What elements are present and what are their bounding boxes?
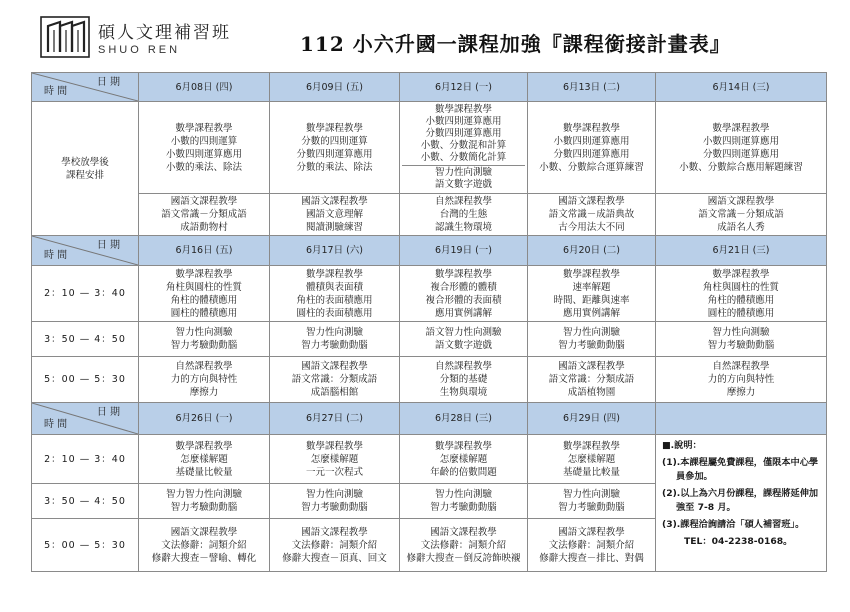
time-slot: 2：10 — 3：40 [32,435,139,484]
date-header: 6月09日 (五) [270,73,400,102]
lesson-cell: 數學課程教學 小數四則運算應用 分數四則運算應用 小數、分數綜合應用解題練習 [656,102,827,194]
lesson-cell: 數學課程教學 小數的四則運算 小數四則運算應用 小數的乘法、除法 [139,102,270,194]
date-header: 6月27日 (二) [270,403,400,435]
header-time-label: 時 間 [44,250,68,261]
week2-slot1-row [32,266,827,322]
date-header: 6月13日 (二) [528,73,656,102]
lesson-cell: 國語文課程教學 語文常識－成語典故 古今用法大不同 [528,194,656,236]
date-header: 6月08日 (四) [139,73,270,102]
lesson-cell: 數學課程教學 分數的四則運算 分數四則運算應用 分數的乘法、除法 [270,102,400,194]
lesson-cell: 國語文課程教學 國語文意理解 閱讀測驗練習 [270,194,400,236]
header-time-label: 時 間 [44,86,68,97]
lesson-cell: 自然課程教學 分類的基礎 生物與環境 [400,357,528,403]
lesson-cell: 數學課程教學 速率解題 時間、距離與速率 應用實例講解 [528,266,656,322]
header-corner [32,403,139,435]
lesson-cell: 國語文課程教學 文法修辭：詞類介紹 修辭大搜查－倒反誇飾映襯 [400,519,528,572]
week2-slot3-row [32,357,827,403]
date-header-empty [656,403,827,435]
header-date-label: 日 期 [96,407,120,418]
lesson-cell: 智力性向測驗 智力考驗動動腦 [528,484,656,519]
lesson-cell: 自然課程教學 力的方向與特性 摩擦力 [656,357,827,403]
lesson-cell: 自然課程教學 力的方向與特性 摩擦力 [139,357,270,403]
date-header: 6月21日 (三) [656,236,827,266]
time-slot: 3：50 — 4：50 [32,322,139,357]
time-slot: 5：00 — 5：30 [32,357,139,403]
lesson-cell: 數學課程教學 怎麼樣解題 一元一次程式 [270,435,400,484]
week1-math-row [32,102,827,194]
lesson-cell: 數學課程教學 小數四則運算應用 分數四則運算應用 小數、分數混和計算 小數、分數簡化計算 智力性向測驗 語文數字遊戲 [400,102,528,194]
lesson-cell: 數學課程教學 體積與表面積 角柱的表面積應用 圓柱的表面積應用 [270,266,400,322]
week2-header-row [32,236,827,266]
lesson-cell: 智力智力性向測驗 智力考驗動動腦 [139,484,270,519]
logo-icon [40,16,90,58]
week2-slot2-row [32,322,827,357]
header-corner [32,236,139,266]
notes-item: (1).本課程屬免費課程，僅限本中心學員參加。 [662,457,819,482]
time-slot: 2：10 — 3：40 [32,266,139,322]
notes-phone: TEL：04-2238-0168。 [684,536,793,547]
page-title: 112 小六升國一課程加強『課程銜接計畫表』 [300,32,731,56]
schedule-table [31,72,827,572]
time-slot: 3：50 — 4：50 [32,484,139,519]
page-header [0,0,850,72]
week1-header-row [32,73,827,102]
notes-title: ■.說明： [662,440,702,451]
lesson-cell: 智力性向測驗 智力考驗動動腦 [270,484,400,519]
lesson-cell: 國語文課程教學 文法修辭：詞類介紹 修辭大搜查－排比、對偶 [528,519,656,572]
lesson-cell: 數學課程教學 角柱與圓柱的性質 角柱的體積應用 圓柱的體積應用 [139,266,270,322]
date-header: 6月19日 (一) [400,236,528,266]
lesson-cell: 數學課程教學 怎麼樣解題 年齡的倍數問題 [400,435,528,484]
lesson-cell: 國語文課程教學 文法修辭：詞類介紹 修辭大搜查－譬喻、轉化 [139,519,270,572]
date-header: 6月20日 (二) [528,236,656,266]
header-date-label: 日 期 [96,240,120,251]
lesson-cell: 國語文課程教學 語文常識：分類成語 成語植物園 [528,357,656,403]
date-header: 6月28日 (三) [400,403,528,435]
week3-slot1-row [32,435,827,484]
time-slot: 5：00 — 5：30 [32,519,139,572]
date-header: 6月26日 (一) [139,403,270,435]
lesson-cell: 國語文課程教學 文法修辭：詞類介紹 修辭大搜查－頂真、回文 [270,519,400,572]
week3-header-row [32,403,827,435]
lesson-cell: 國語文課程教學 語文常識：分類成語 成語腦相館 [270,357,400,403]
lesson-cell: 數學課程教學 複合形體的體積 複合形體的表面積 應用實例講解 [400,266,528,322]
lesson-cell: 國語文課程教學 語文常識－分類成語 成語動物村 [139,194,270,236]
lesson-cell: 智力性向測驗 智力考驗動動腦 [139,322,270,357]
lesson-cell: 智力性向測驗 智力考驗動動腦 [656,322,827,357]
header-time-label: 時 間 [44,419,68,430]
lesson-cell: 數學課程教學 角柱與圓柱的性質 角柱的體積應用 圓柱的體積應用 [656,266,827,322]
header-corner [32,73,139,102]
week1-chinese-row [32,194,827,236]
lesson-cell: 數學課程教學 怎麼樣解題 基礎量比較量 [528,435,656,484]
lesson-cell: 智力性向測驗 智力考驗動動腦 [528,322,656,357]
lesson-cell: 自然課程教學 台灣的生態 認識生物環境 [400,194,528,236]
date-header: 6月14日 (三) [656,73,827,102]
date-header: 6月17日 (六) [270,236,400,266]
notes-item: (3).課程洽詢請洽「碩人補習班」。 [662,519,805,530]
brand-name: 碩人文理補習班 [98,23,231,43]
date-header: 6月12日 (一) [400,73,528,102]
lesson-cell: 數學課程教學 怎麼樣解題 基礎量比較量 [139,435,270,484]
lesson-cell: 語文智力性向測驗 語文數字遊戲 [400,322,528,357]
lesson-cell: 智力性向測驗 智力考驗動動腦 [400,484,528,519]
notes-box [656,435,827,572]
brand-name-en: SHUO REN [98,44,181,56]
date-header: 6月29日 (四) [528,403,656,435]
date-header: 6月16日 (五) [139,236,270,266]
notes-item: (2).以上為六月份課程，課程將延伸加強至 7-8 月。 [662,488,819,513]
lesson-cell: 智力性向測驗 智力考驗動動腦 [270,322,400,357]
header-date-label: 日 期 [96,77,120,88]
lesson-cell: 國語文課程教學 語文常識－分類成語 成語名人秀 [656,194,827,236]
lesson-cell: 數學課程教學 小數四則運算應用 分數四則運算應用 小數、分數綜合運算練習 [528,102,656,194]
row-label-after-school: 學校放學後 課程安排 [32,102,139,236]
